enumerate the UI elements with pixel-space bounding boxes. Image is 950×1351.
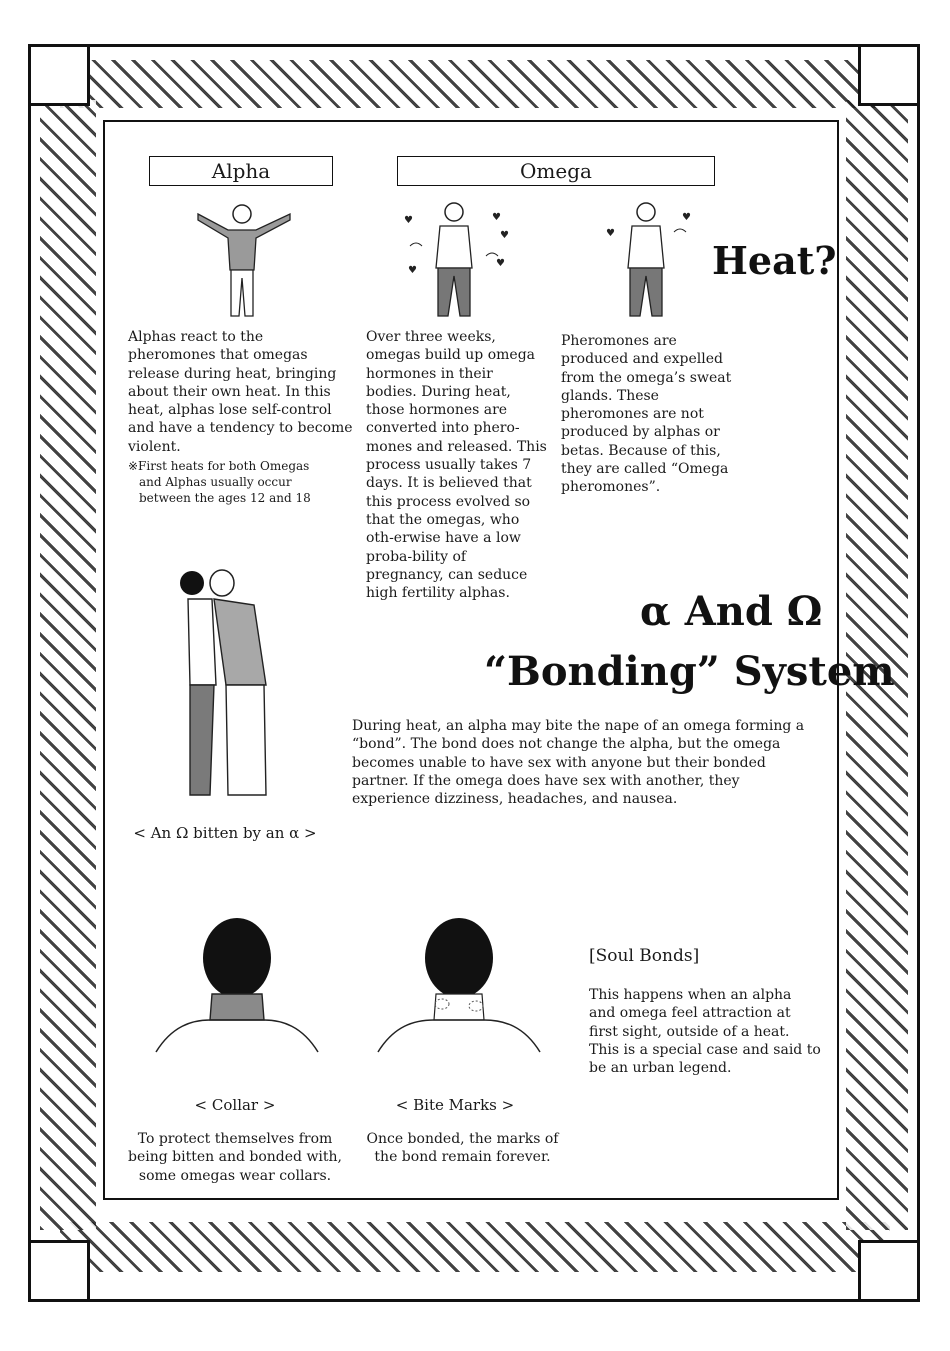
svg-text:♥: ♥	[408, 265, 417, 276]
soul-bonds-heading: [Soul Bonds]	[589, 946, 700, 966]
alpha-note-line-3: between the ages 12 and 18	[139, 491, 311, 505]
alpha-note-line-1: ※First heats for both Omegas	[128, 459, 310, 473]
omega-figure-pheromones-illustration	[400, 198, 520, 323]
omega-bitten-by-alpha-illustration	[170, 565, 280, 805]
omega-header	[397, 156, 715, 186]
frame-corner-tl	[28, 44, 90, 106]
bonding-figure-caption: < An Ω bitten by an α >	[133, 824, 317, 842]
soul-bonds-text: This happens when an alpha and omega feel attraction at first sight, outside of a heat. This is a special case and said to be an urban legend.	[589, 987, 821, 1077]
svg-text:♥: ♥	[606, 228, 615, 239]
alpha-figure-illustration	[190, 198, 300, 323]
bonding-text: During heat, an alpha may bite the nape of an omega forming a “bond”. The bond does not change the alpha, but the omega becomes unable to have sex with anyone but their bonded partner. If the omega does have sex with another, they experience dizziness, headaches, and nausea.	[352, 718, 805, 808]
alpha-header	[149, 156, 333, 186]
alpha-header-label: Alpha	[211, 159, 271, 183]
bite-marks-text	[350, 1130, 575, 1167]
bite-marks-illustration	[374, 916, 544, 1056]
alpha-heat-note	[128, 458, 354, 506]
collar-illustration	[152, 916, 322, 1056]
bite-marks-text-line-2: the bond remain forever.	[374, 1149, 551, 1166]
heat-title: Heat?	[712, 238, 837, 283]
frame-left-band	[40, 100, 96, 1230]
omega-heat-text: Over three weeks, omegas build up omega hormones in their bodies. During heat, those hormones are converted into phero-mones and released. This process usually takes 7 days. It is believed that this process evolved so that the omegas, who oth-erwise have a low proba-bility of pregnancy, can seduce high fertility alphas.	[366, 329, 547, 602]
pheromone-text: Pheromones are produced and expelled from the omega’s sweat glands. These pheromones are not produced by alphas or betas. Because of this, they are called “Omega pheromones”.	[561, 333, 732, 496]
collar-text-line-3: some omegas wear collars.	[138, 1167, 332, 1184]
svg-text:♥: ♥	[496, 258, 505, 269]
alpha-heat-text: Alphas react to the pheromones that omegas release during heat, bringing about their own heat. In this heat, alphas lose self-control and have a tendency to become violent.	[128, 329, 353, 455]
frame-top-band	[60, 60, 890, 108]
svg-text:♥: ♥	[492, 212, 501, 223]
collar-text-line-2: being bitten and bonded with,	[128, 1149, 342, 1166]
frame-corner-br	[858, 1240, 920, 1302]
collar-text-line-1: To protect themselves from	[137, 1131, 333, 1147]
bonding-title-line-2: “Bonding” System	[484, 648, 895, 695]
omega-header-label: Omega	[520, 159, 592, 183]
bite-marks-text-line-1: Once bonded, the marks of	[366, 1131, 559, 1147]
frame-corner-tr	[858, 44, 920, 106]
bite-marks-caption: < Bite Marks >	[395, 1096, 515, 1114]
bonding-title-line-1: α And Ω	[640, 588, 823, 635]
svg-text:♥: ♥	[404, 215, 413, 226]
svg-text:♥: ♥	[682, 212, 691, 223]
collar-caption: < Collar >	[194, 1096, 276, 1114]
alpha-note-line-2: and Alphas usually occur	[139, 475, 292, 489]
frame-corner-bl	[28, 1240, 90, 1302]
omega-figure-sweat-illustration	[600, 198, 700, 323]
svg-text:♥: ♥	[500, 230, 509, 241]
collar-text	[125, 1130, 345, 1185]
frame-bottom-band	[60, 1222, 890, 1272]
